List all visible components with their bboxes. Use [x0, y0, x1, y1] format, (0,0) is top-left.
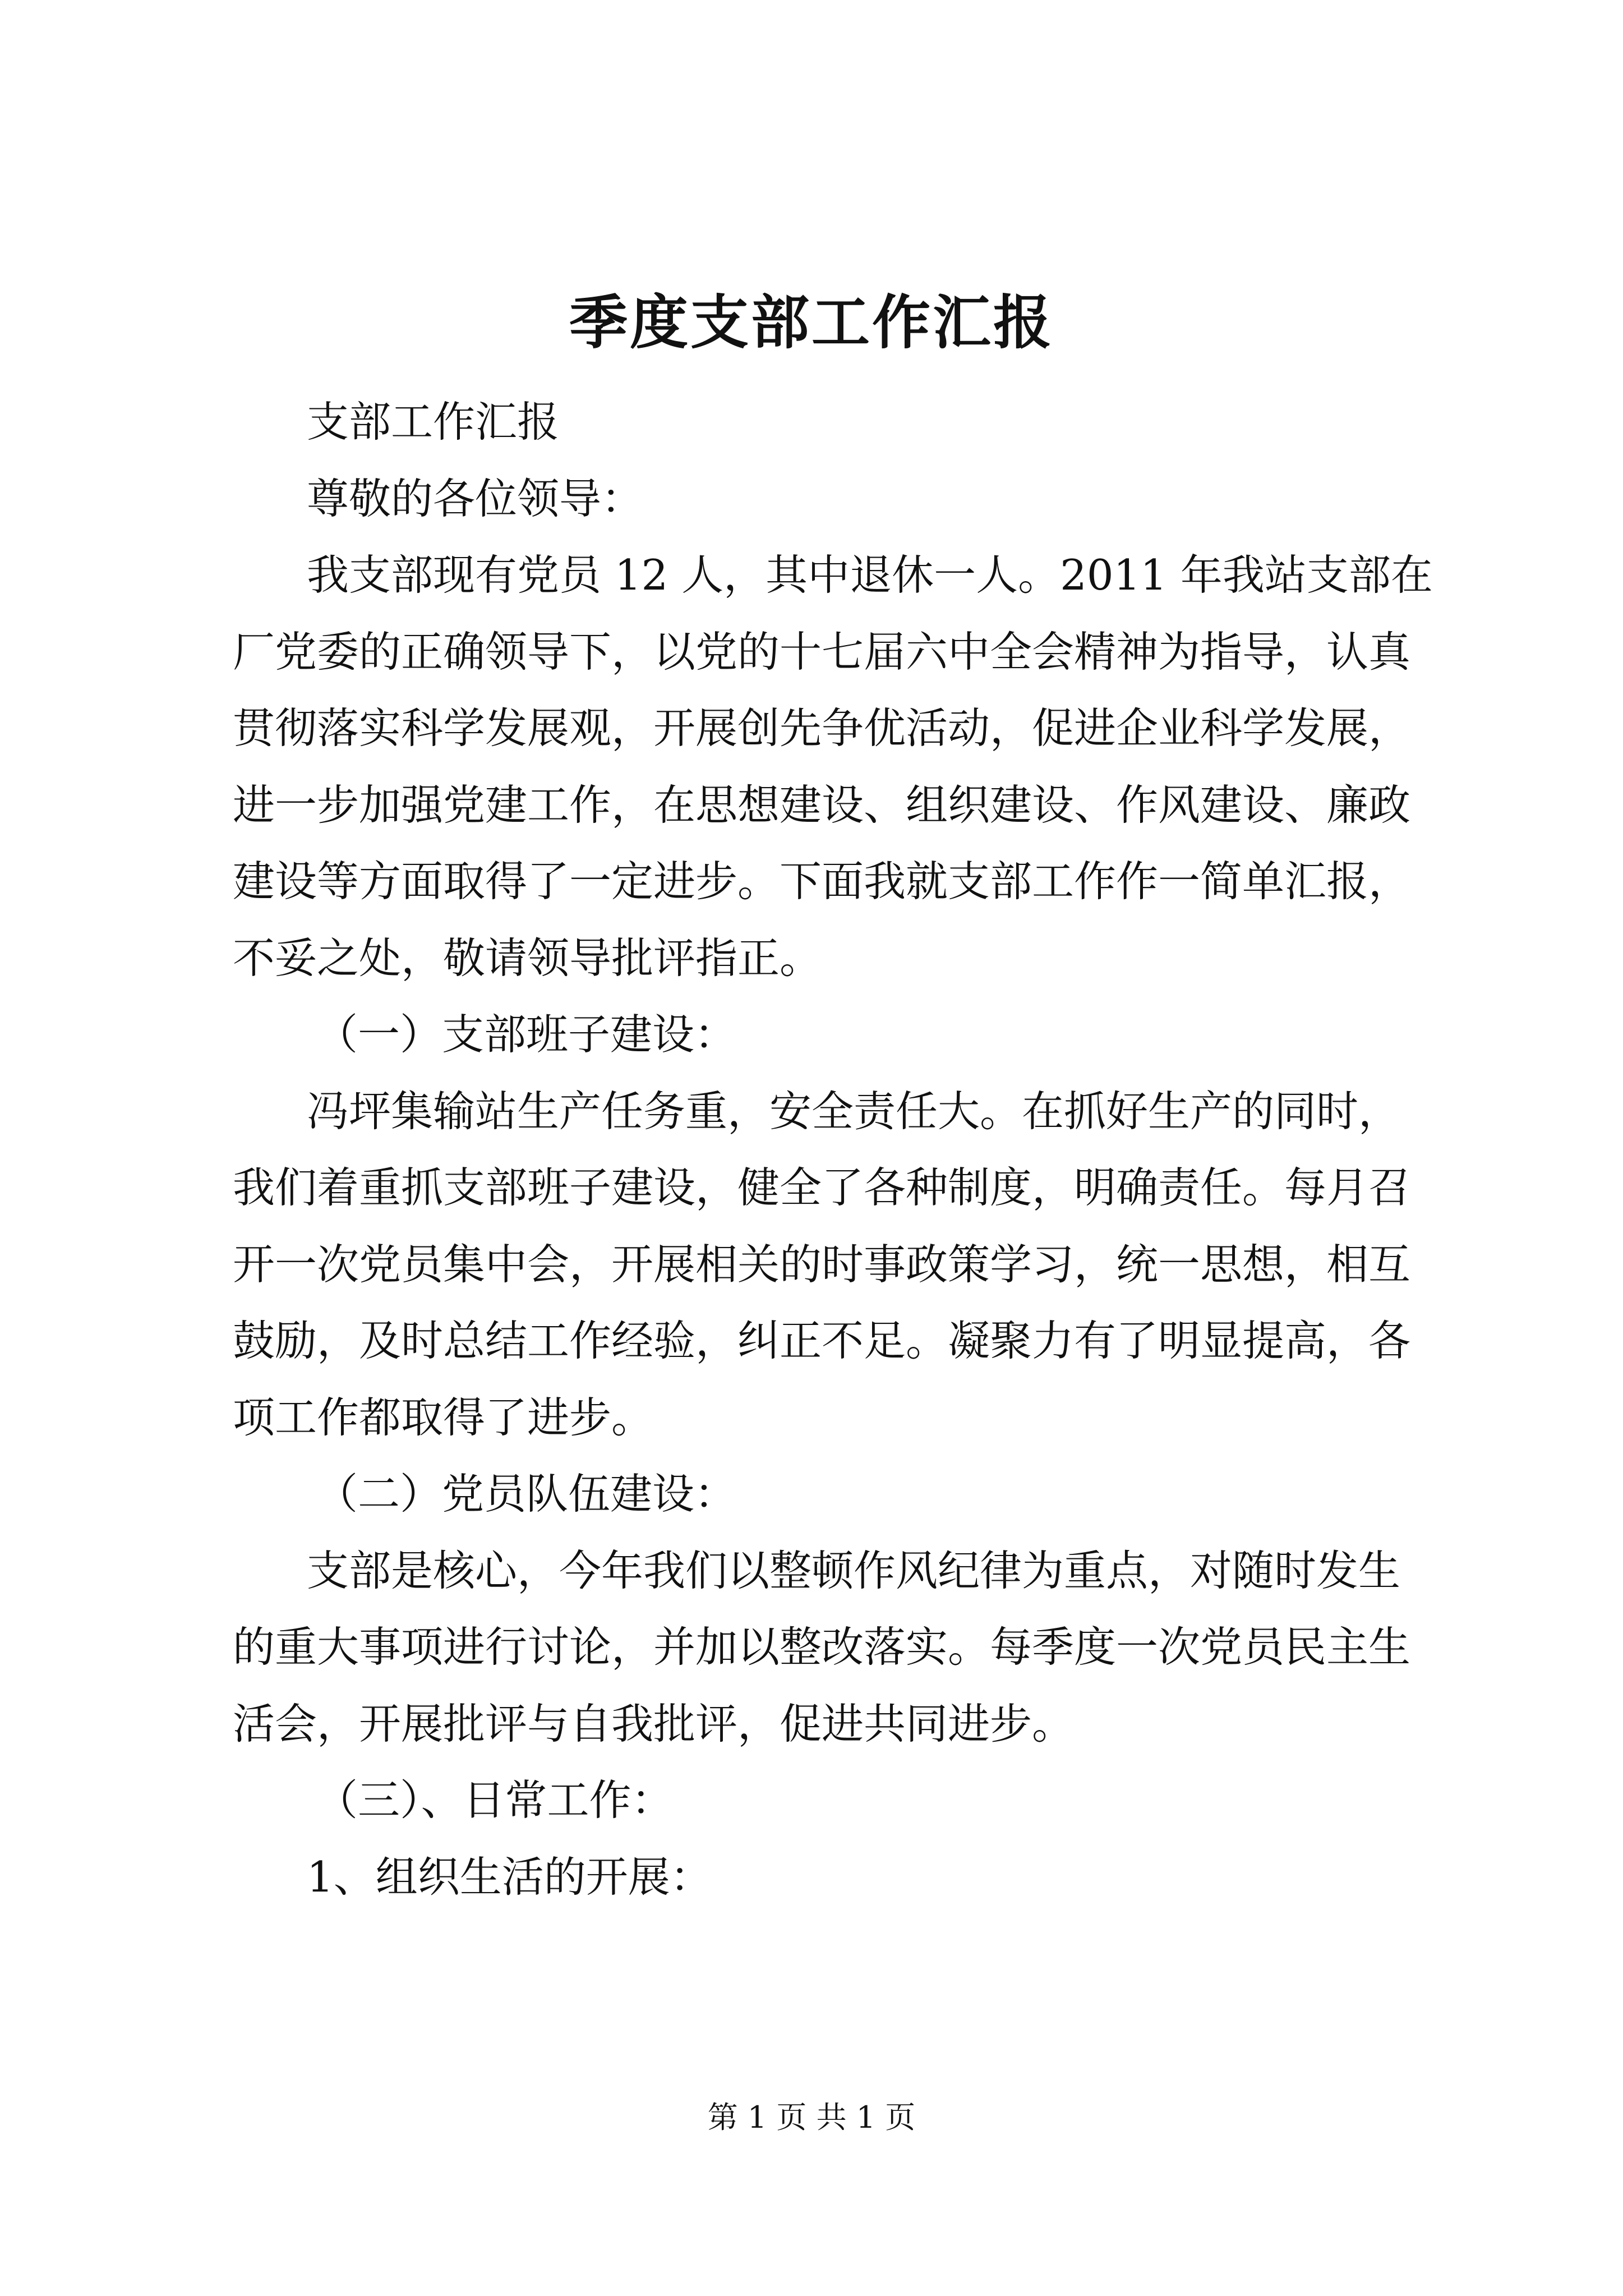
- body-line: 尊敬的各位领导：: [307, 473, 644, 523]
- section-heading: （二）党员队伍建设：: [316, 1469, 737, 1519]
- subsection-heading: 1、组织生活的开展：: [307, 1852, 712, 1902]
- body-line: 我支部现有党员 12 人，其中退休一人。2011 年我站支部在: [307, 550, 1433, 600]
- page-footer: 第 1 页 共 1 页: [707, 2100, 916, 2135]
- body-line: 贯彻落实科学发展观，开展创先争优活动，促进企业科学发展，: [233, 703, 1411, 753]
- body-line: 我们着重抓支部班子建设，健全了各种制度，明确责任。每月召: [233, 1163, 1411, 1212]
- body-line: 开一次党员集中会，开展相关的时事政策学习，统一思想，相互: [233, 1239, 1411, 1289]
- body-line: 的重大事项进行讨论，并加以整改落实。每季度一次党员民主生: [233, 1622, 1411, 1672]
- document-body: [233, 384, 1433, 1915]
- body-line: 支部是核心，今年我们以整顿作风纪律为重点，对随时发生: [307, 1545, 1401, 1595]
- body-line: 厂党委的正确领导下，以党的十七届六中全会精神为指导，认真: [233, 627, 1411, 677]
- body-line: 鼓励，及时总结工作经验，纠正不足。凝聚力有了明显提高，各: [233, 1316, 1411, 1365]
- body-line: 进一步加强党建工作，在思想建设、组织建设、作风建设、廉政: [233, 780, 1411, 830]
- body-line: 活会，开展批评与自我批评，促进共同进步。: [233, 1699, 1075, 1749]
- section-heading: （一）支部班子建设：: [316, 1010, 737, 1059]
- body-line: 项工作都取得了进步。: [233, 1392, 654, 1442]
- body-line: 冯坪集输站生产任务重，安全责任大。在抓好生产的同时，: [307, 1086, 1401, 1136]
- document-title: 季度支部工作汇报: [569, 288, 1054, 357]
- body-line: 支部工作汇报: [307, 397, 560, 447]
- body-line: 不妥之处，敬请领导批评指正。: [233, 933, 822, 983]
- section-heading: （三）、日常工作：: [316, 1775, 674, 1825]
- body-line: 建设等方面取得了一定进步。下面我就支部工作作一简单汇报，: [233, 857, 1411, 906]
